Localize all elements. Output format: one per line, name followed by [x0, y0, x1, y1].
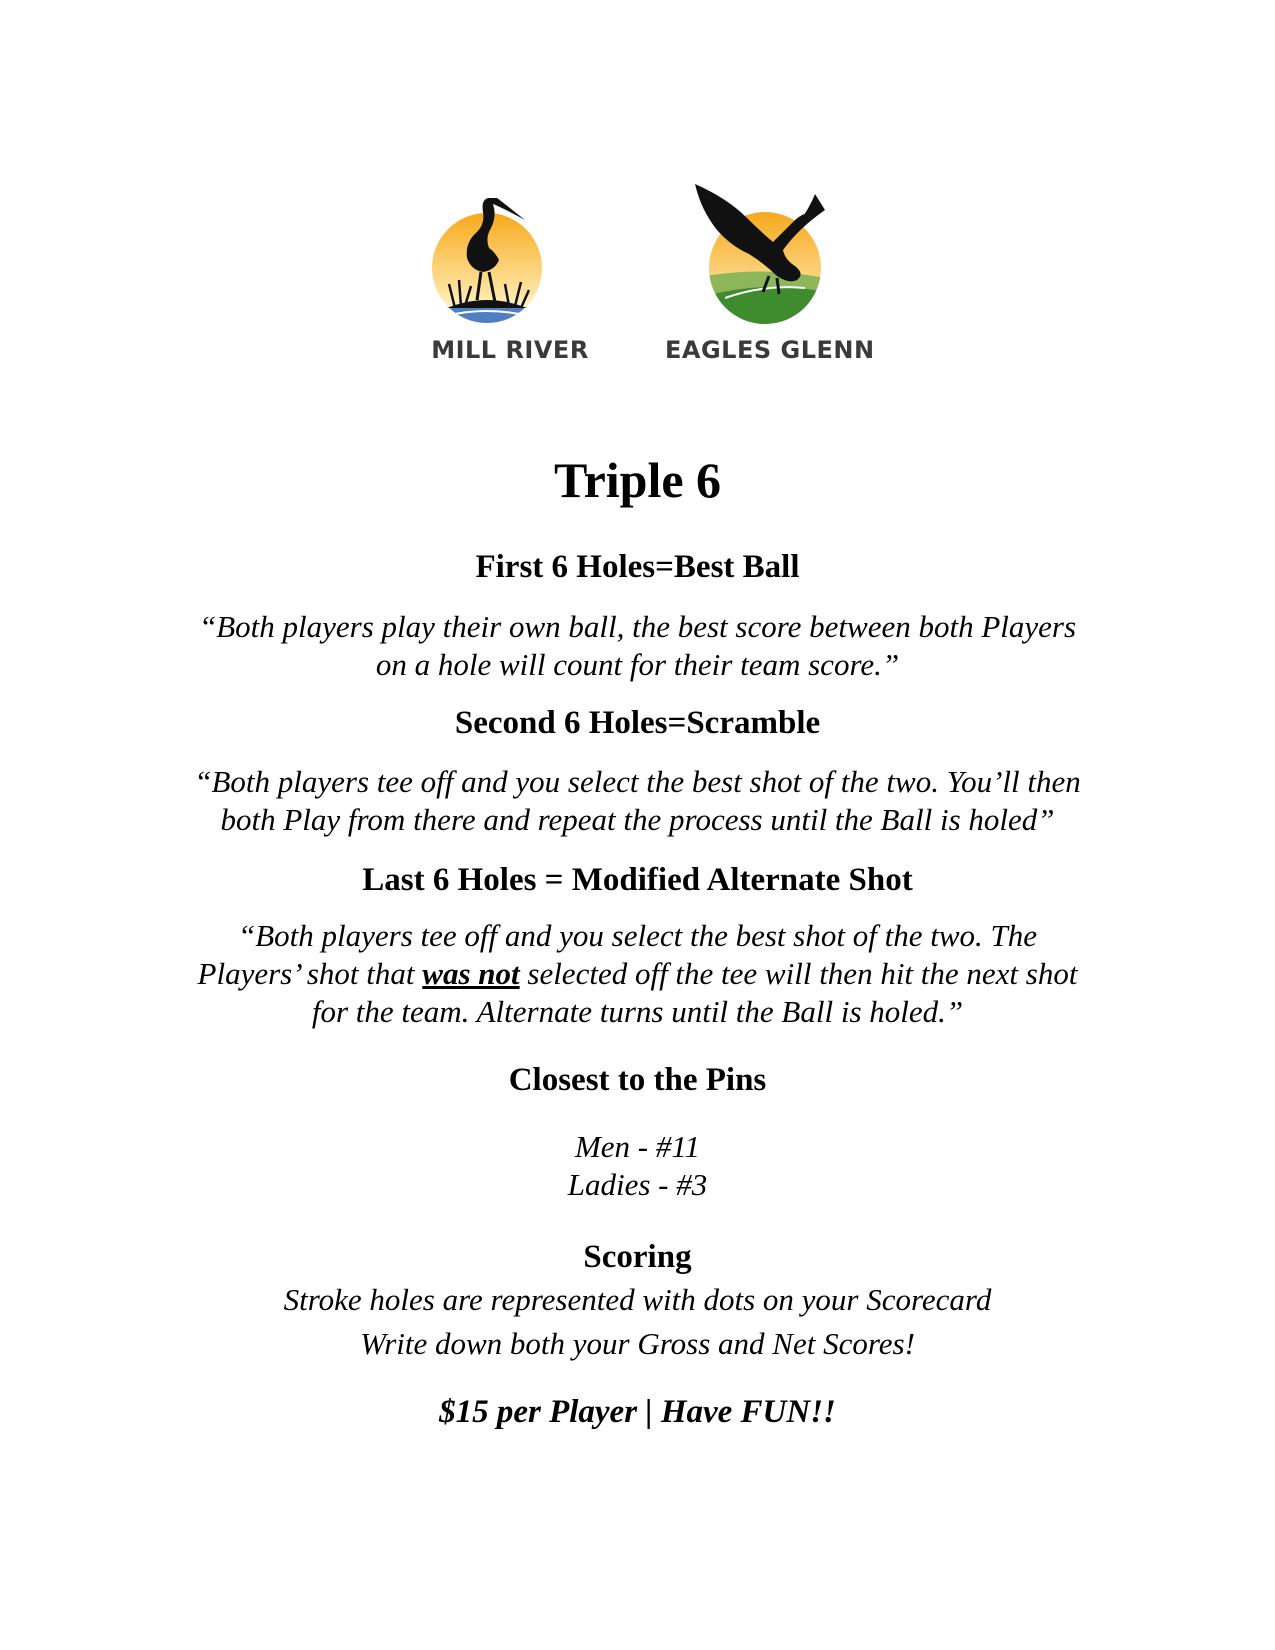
scramble-line-1: “Both players tee off and you select the best shot of the two. You’ll then: [194, 764, 1081, 800]
heron-icon: [425, 180, 595, 330]
eagles-glenn-logo: [665, 180, 875, 364]
eagles-glenn-label: EAGLES GLENN: [665, 336, 875, 364]
scramble-line-2: both Play from there and repeat the process until the Ball is holed”: [220, 802, 1055, 838]
alternate-line-2-start: Players’ shot that: [197, 955, 423, 991]
ladies-pin-hole: Ladies - #3: [567, 1167, 708, 1203]
fee-footer: $15 per Player | Have FUN!!: [439, 1393, 836, 1430]
alternate-line-3: for the team. Alternate turns until the Ball is holed.”: [311, 993, 964, 1029]
scramble-heading: Second 6 Holes=Scramble: [454, 704, 821, 741]
best-ball-line-1: “Both players play their own ball, the best score between both Players: [198, 608, 1077, 644]
mill-river-label: MILL RIVER: [431, 336, 589, 364]
alternate-line-1: “Both players tee off and you select the best shot of the two. The: [238, 917, 1037, 953]
scoring-heading: Scoring: [583, 1239, 692, 1276]
alternate-line-2: [0, 955, 1275, 993]
alternate-shot-description: [0, 917, 1275, 1031]
logo-row: [0, 180, 1275, 380]
alternate-shot-heading: Last 6 Holes = Modified Alternate Shot: [362, 862, 913, 899]
scoring-description: [0, 1278, 1275, 1366]
scoring-line-1: Stroke holes are represented with dots on your Scorecard: [283, 1281, 992, 1317]
best-ball-description: [0, 608, 1275, 684]
eagle-icon: [665, 180, 865, 330]
closest-to-pin-list: [0, 1128, 1275, 1204]
alternate-line-2-end: selected off the tee will then hit the next shot: [519, 955, 1078, 991]
flyer-body: [0, 450, 1275, 1431]
closest-to-pin-heading: Closest to the Pins: [508, 1061, 767, 1098]
men-pin-hole: Men - #11: [574, 1129, 701, 1165]
page-title: Triple 6: [553, 452, 722, 508]
best-ball-heading: First 6 Holes=Best Ball: [475, 549, 800, 585]
mill-river-logo: [425, 180, 595, 364]
was-not-emphasis: was not: [422, 955, 520, 991]
scramble-description: [0, 763, 1275, 839]
scoring-line-2: Write down both your Gross and Net Scores!: [360, 1325, 915, 1361]
best-ball-line-2: on a hole will count for their team score.”: [375, 646, 900, 682]
